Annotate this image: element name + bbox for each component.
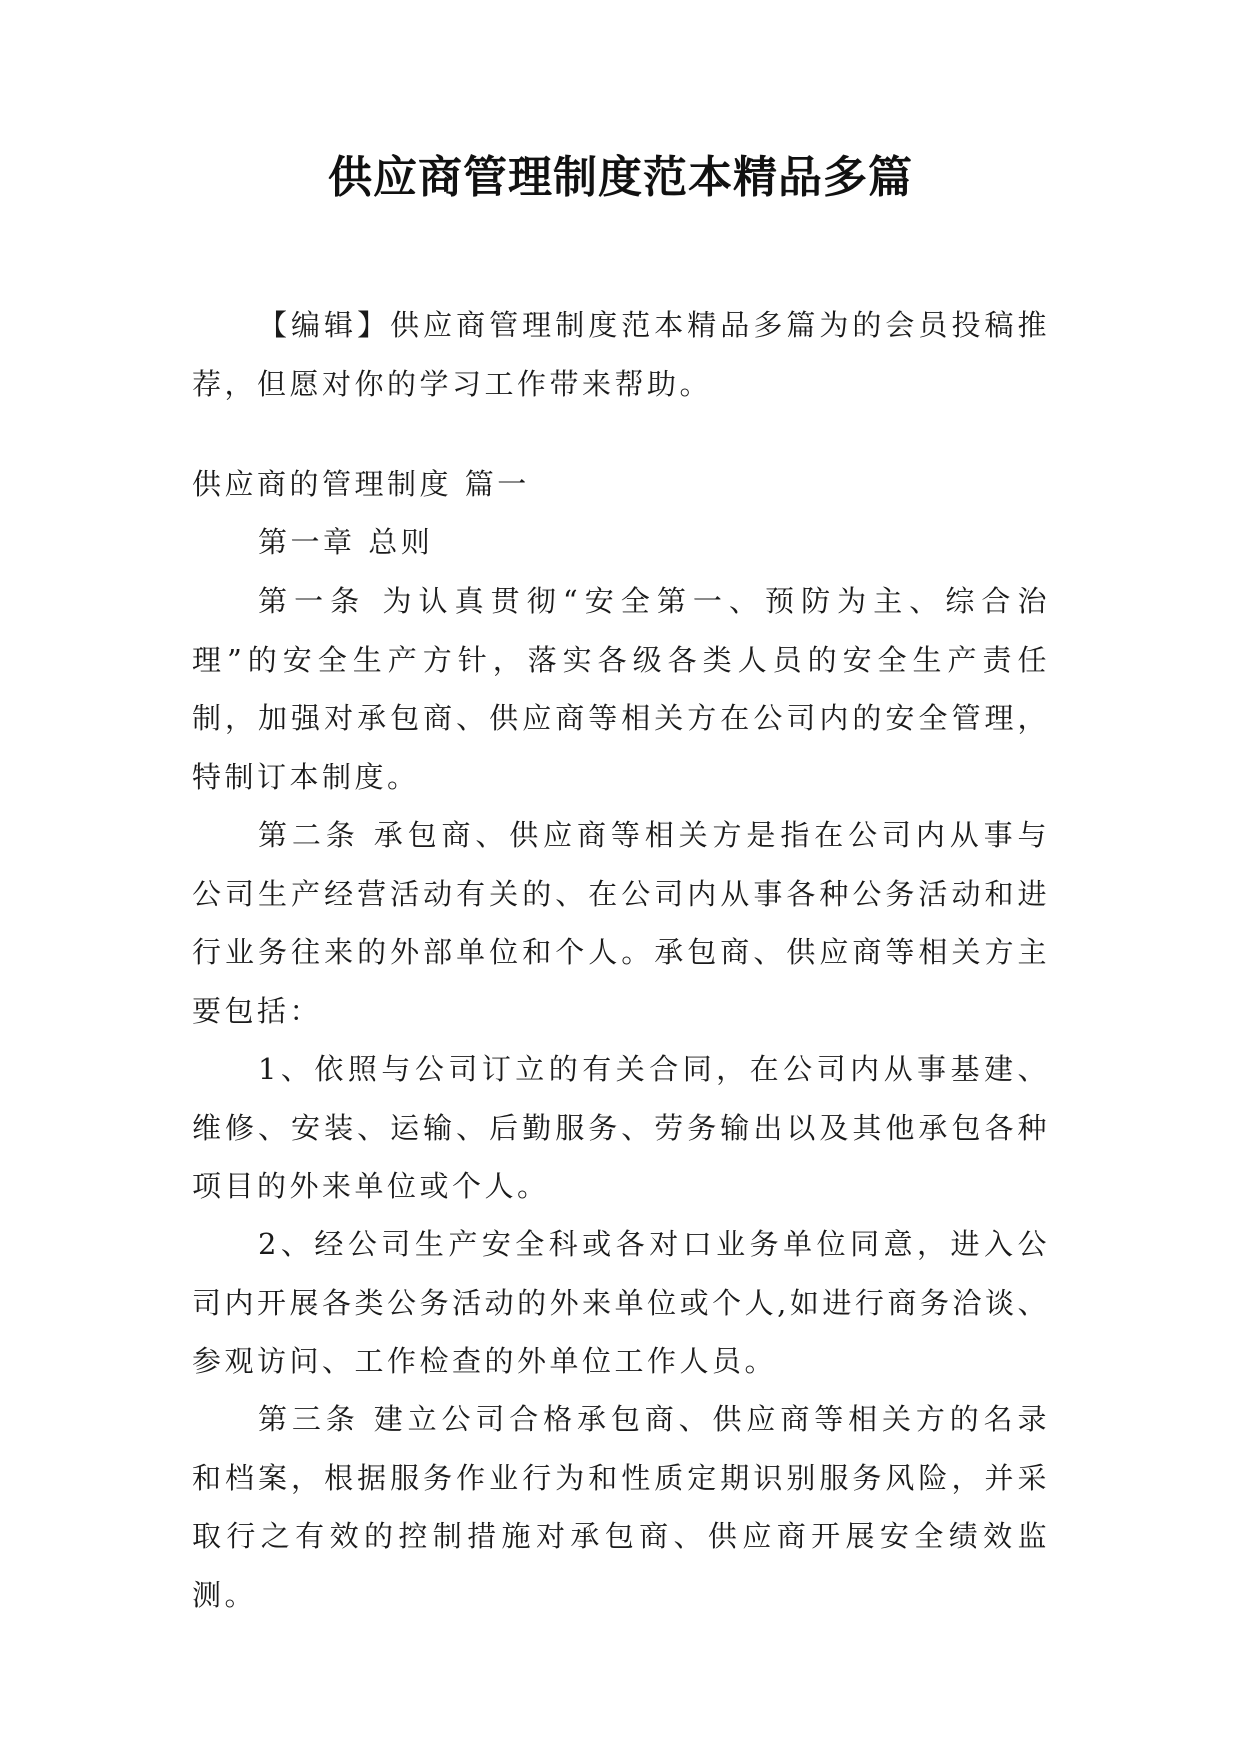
chapter-heading: 第一章 总则 (258, 525, 434, 559)
section-heading: 供应商的管理制度 篇一 (192, 467, 530, 501)
intro-paragraph: 【编辑】供应商管理制度范本精品多篇为的会员投稿推荐，但愿对你的学习工作带来帮助。 (192, 308, 1050, 401)
article-3-paragraph: 第三条 建立公司合格承包商、供应商等相关方的名录和档案，根据服务作业行为和性质定期识别服务风险，并采取行之有效的控制措施对承包商、供应商开展安全绩效监测。 (192, 1402, 1050, 1612)
article-2-paragraph: 第二条 承包商、供应商等相关方是指在公司内从事与公司生产经营活动有关的、在公司内从事各种公务活动和进行业务往来的外部单位和个人。承包商、供应商等相关方主要包括： (192, 818, 1050, 1028)
article-1-paragraph: 第一条 为认真贯彻“安全第一、预防为主、综合治理”的安全生产方针，落实各级各类人员的安全生产责任制，加强对承包商、供应商等相关方在公司内的安全管理，特制订本制度。 (192, 584, 1050, 794)
list-item-1-paragraph: 1、依照与公司订立的有关合同，在公司内从事基建、维修、安装、运输、后勤服务、劳务输出以及其他承包各种项目的外来单位或个人。 (192, 1052, 1050, 1203)
document-title: 供应商管理制度范本精品多篇 (328, 152, 913, 203)
list-item-2-paragraph: 2、经公司生产安全科或各对口业务单位同意，进入公司内开展各类公务活动的外来单位或个人,如进行商务洽谈、参观访问、工作检查的外单位工作人员。 (192, 1227, 1050, 1378)
